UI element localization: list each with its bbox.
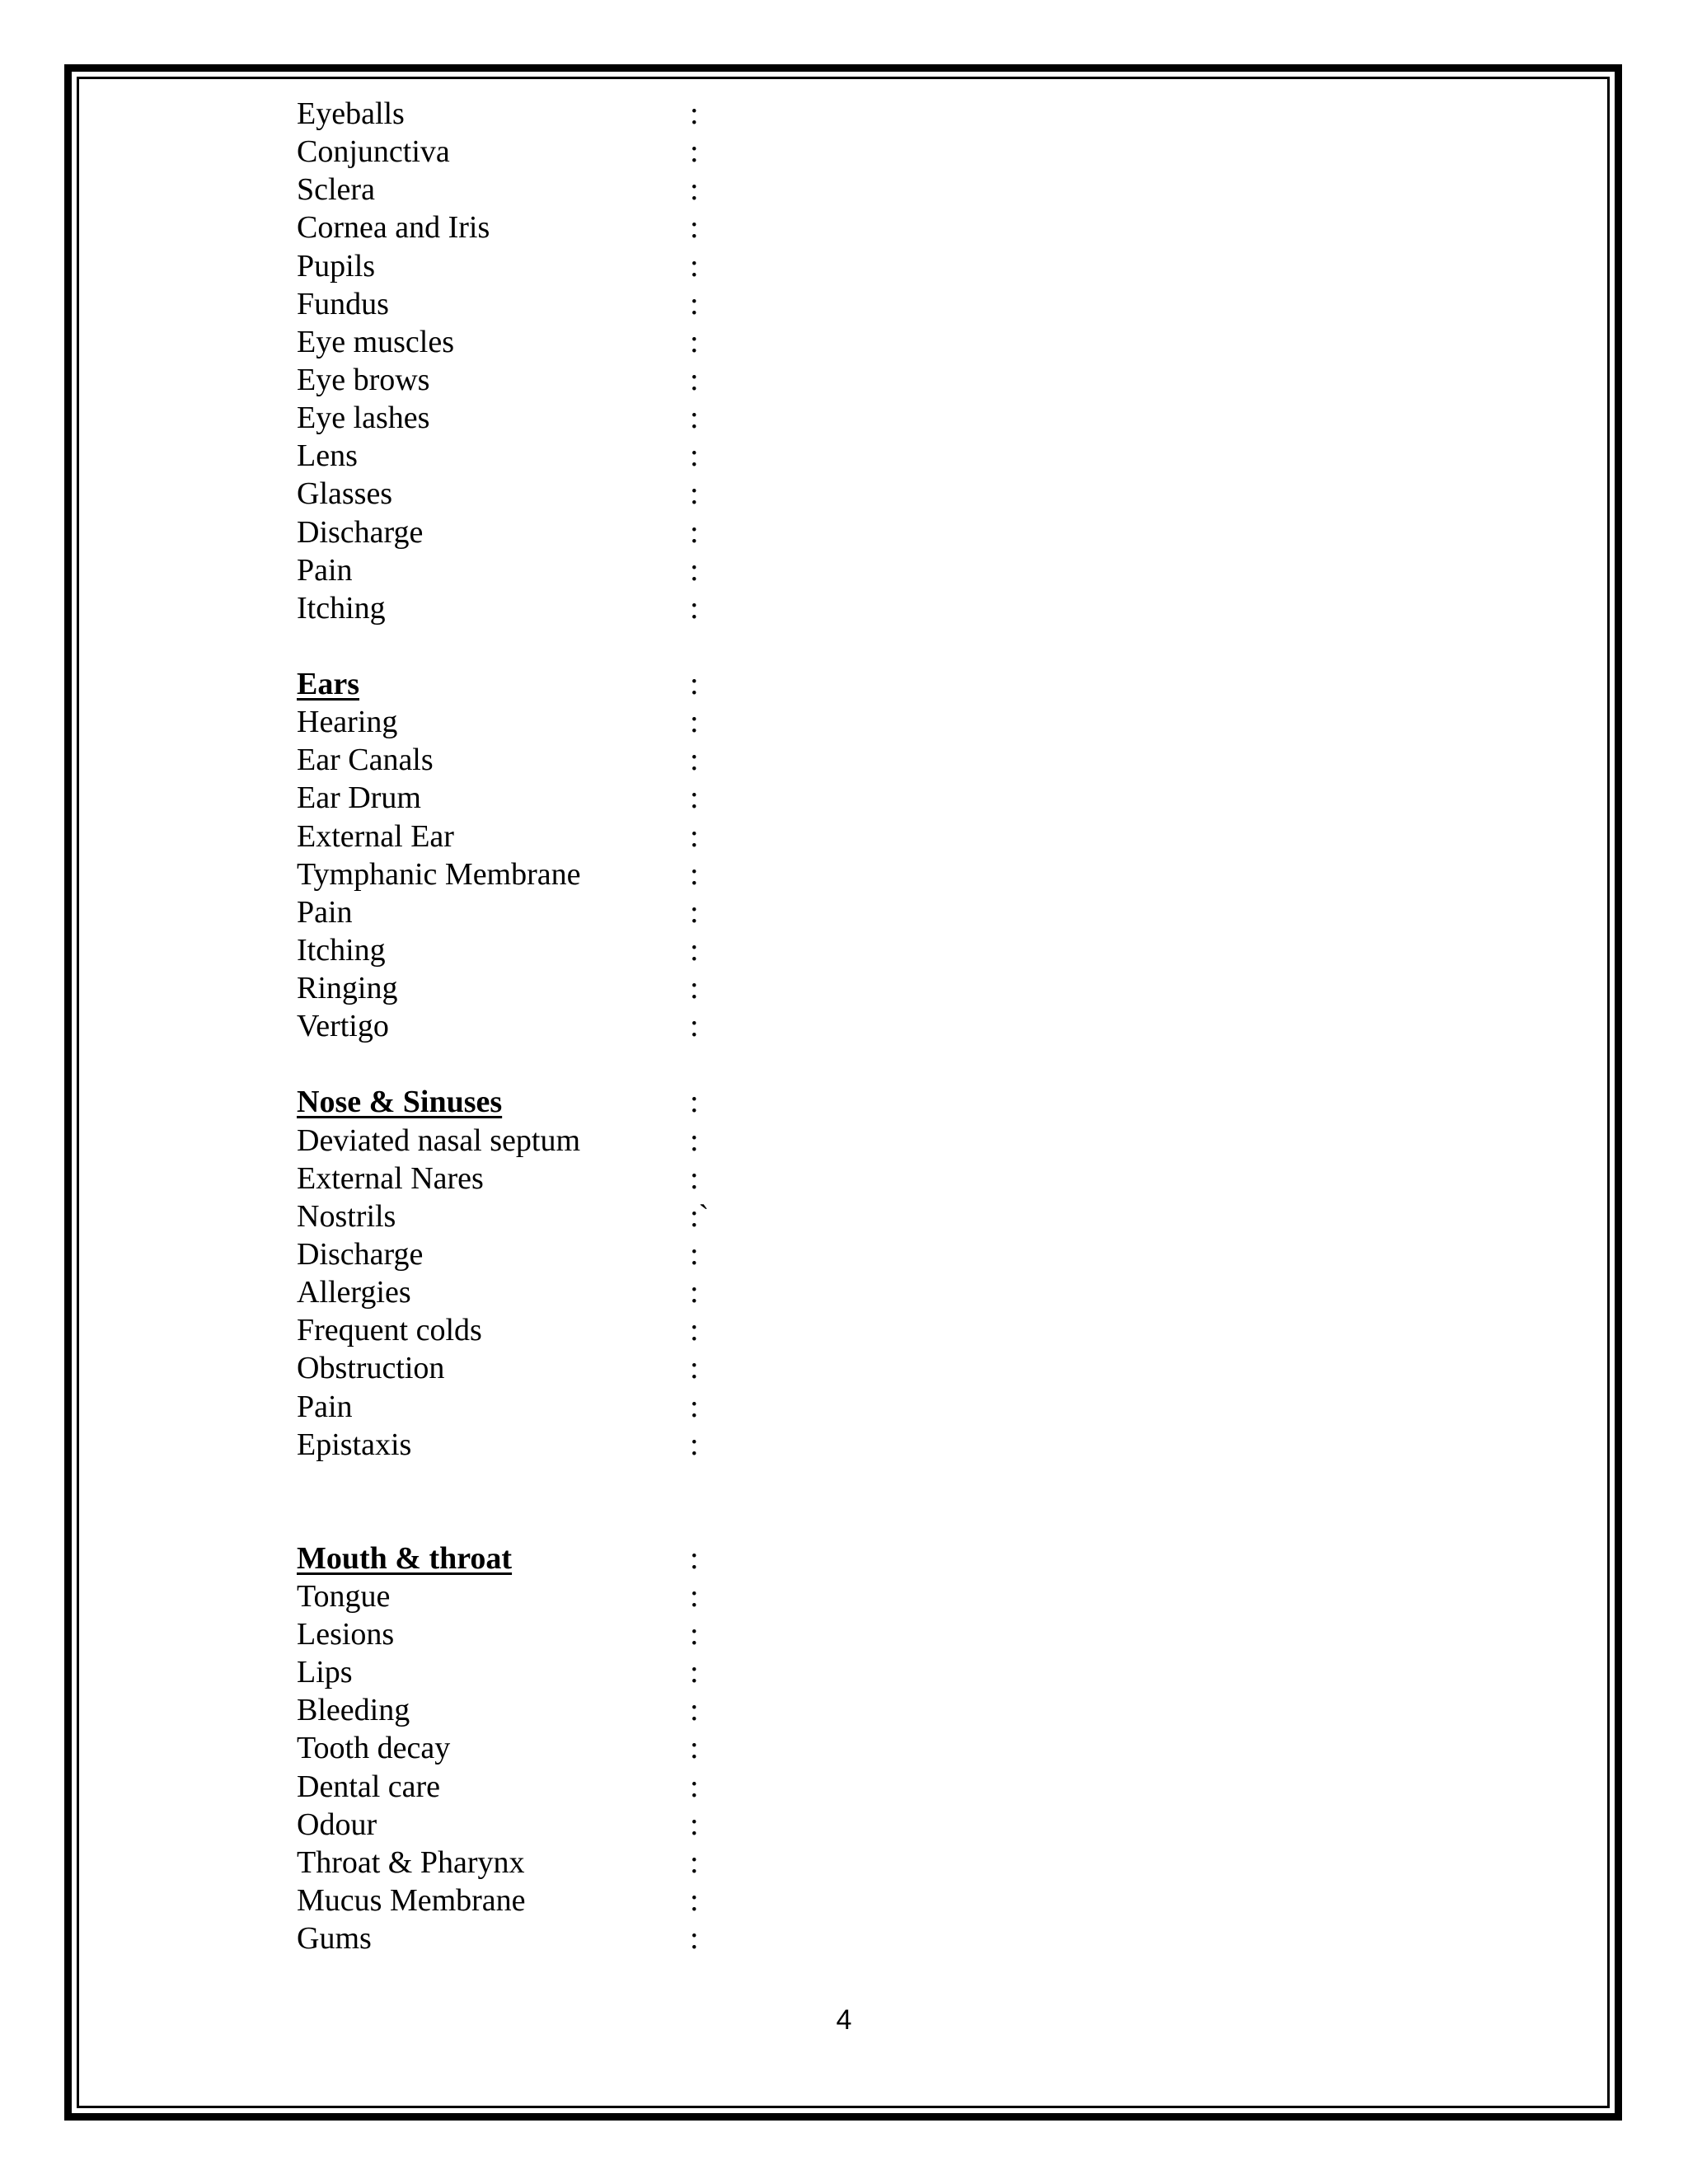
- form-row: [297, 818, 1286, 855]
- field-label: Frequent colds: [297, 1313, 482, 1348]
- form-row: [297, 551, 1286, 589]
- form-row: [297, 969, 1286, 1007]
- field-separator: :: [690, 1160, 699, 1196]
- field-separator: :: [690, 401, 699, 436]
- form-row: [297, 361, 1286, 399]
- field-separator: :: [690, 743, 699, 778]
- field-label: Throat & Pharynx: [297, 1844, 525, 1880]
- field-separator: :: [690, 248, 699, 284]
- field-label: Eye lashes: [297, 401, 430, 436]
- section-heading: Ears: [297, 666, 359, 701]
- eyes-section: [297, 95, 1286, 627]
- field-separator: :: [690, 1731, 699, 1766]
- form-row: [297, 513, 1286, 551]
- field-label: Ringing: [297, 971, 398, 1006]
- form-row: [297, 1882, 1286, 1919]
- field-separator: :: [690, 932, 699, 968]
- section-heading-row: [297, 665, 1286, 703]
- form-row: [297, 1691, 1286, 1729]
- field-separator: :: [690, 1617, 699, 1652]
- field-label: Cornea and Iris: [297, 210, 490, 246]
- field-separator: :: [690, 705, 699, 740]
- field-label: Pupils: [297, 248, 376, 284]
- field-separator: :`: [690, 1198, 710, 1234]
- field-label: External Ear: [297, 818, 454, 854]
- field-label: Tymphanic Membrane: [297, 856, 581, 892]
- form-row: [297, 1768, 1286, 1806]
- field-separator: :: [690, 1655, 699, 1690]
- field-separator: :: [690, 134, 699, 170]
- form-row: [297, 589, 1286, 627]
- field-separator: :: [690, 438, 699, 474]
- field-label: Ear Drum: [297, 780, 421, 816]
- field-label: Pain: [297, 894, 353, 930]
- field-separator: :: [690, 1769, 699, 1804]
- field-label: Epistaxis: [297, 1427, 412, 1462]
- field-label: Eye brows: [297, 362, 430, 397]
- form-row: [297, 1844, 1286, 1882]
- field-separator: :: [690, 1807, 699, 1842]
- field-separator: :: [690, 362, 699, 397]
- field-label: Discharge: [297, 514, 424, 550]
- field-separator: :: [690, 1236, 699, 1272]
- form-row: [297, 437, 1286, 475]
- form-row: [297, 779, 1286, 817]
- form-row: [297, 171, 1286, 209]
- section-spacer: [297, 1464, 1286, 1540]
- form-row: [297, 1122, 1286, 1160]
- form-row: [297, 1349, 1286, 1387]
- field-separator: :: [690, 286, 699, 321]
- form-row: [297, 1007, 1286, 1045]
- form-row: [297, 1653, 1286, 1691]
- form-row: [297, 323, 1286, 361]
- field-separator: :: [690, 1578, 699, 1614]
- field-label: Dental care: [297, 1769, 441, 1804]
- field-label: Discharge: [297, 1236, 424, 1272]
- field-label: Itching: [297, 932, 386, 968]
- section-heading: Mouth & throat: [297, 1540, 513, 1576]
- field-label: Hearing: [297, 705, 398, 740]
- field-separator: :: [690, 1351, 699, 1386]
- form-row: [297, 1235, 1286, 1273]
- field-separator: :: [690, 856, 699, 892]
- form-row: [297, 209, 1286, 246]
- field-label: Gums: [297, 1921, 372, 1957]
- field-separator: :: [690, 324, 699, 359]
- field-label: Odour: [297, 1807, 377, 1842]
- form-row: [297, 1426, 1286, 1464]
- field-label: Allergies: [297, 1275, 411, 1310]
- field-label: Obstruction: [297, 1351, 445, 1386]
- field-separator: :: [690, 172, 699, 208]
- field-label: Vertigo: [297, 1009, 389, 1044]
- field-label: Fundus: [297, 286, 389, 321]
- field-label: Deviated nasal septum: [297, 1122, 581, 1158]
- field-separator: :: [690, 971, 699, 1006]
- field-separator: :: [690, 590, 699, 626]
- form-row: [297, 133, 1286, 171]
- field-label: Tongue: [297, 1578, 391, 1614]
- field-separator: :: [690, 1122, 699, 1158]
- field-separator: :: [690, 1844, 699, 1880]
- field-label: Lips: [297, 1655, 353, 1690]
- field-separator: :: [690, 1921, 699, 1957]
- page-number: 4: [836, 2004, 852, 2036]
- form-row: [297, 1577, 1286, 1615]
- form-row: [297, 855, 1286, 893]
- field-label: Conjunctiva: [297, 134, 450, 170]
- field-label: Mucus Membrane: [297, 1883, 526, 1919]
- mouth-section: [297, 1540, 1286, 1958]
- form-row: [297, 1311, 1286, 1349]
- form-row: [297, 1197, 1286, 1235]
- field-separator: :: [690, 1009, 699, 1044]
- nose-section: [297, 1083, 1286, 1463]
- field-label: Pain: [297, 552, 353, 588]
- form-row: [297, 703, 1286, 741]
- form-row: [297, 931, 1286, 969]
- form-row: [297, 1273, 1286, 1311]
- form-row: [297, 1729, 1286, 1767]
- form-content: [297, 95, 1286, 1957]
- form-row: [297, 247, 1286, 285]
- field-separator: :: [690, 552, 699, 588]
- field-separator: :: [690, 1540, 699, 1576]
- field-separator: :: [690, 666, 699, 701]
- field-label: Bleeding: [297, 1693, 410, 1728]
- field-separator: :: [690, 1693, 699, 1728]
- field-label: Glasses: [297, 476, 393, 512]
- field-separator: :: [690, 96, 699, 131]
- field-label: External Nares: [297, 1160, 484, 1196]
- form-row: [297, 95, 1286, 133]
- form-row: [297, 1388, 1286, 1426]
- field-separator: :: [690, 476, 699, 512]
- form-row: [297, 399, 1286, 437]
- field-label: Eyeballs: [297, 96, 405, 131]
- field-separator: :: [690, 514, 699, 550]
- field-separator: :: [690, 1313, 699, 1348]
- form-row: [297, 1919, 1286, 1957]
- field-label: Sclera: [297, 172, 375, 208]
- form-row: [297, 1615, 1286, 1653]
- form-row: [297, 1806, 1286, 1844]
- form-row: [297, 893, 1286, 931]
- field-separator: :: [690, 1427, 699, 1462]
- field-separator: :: [690, 1085, 699, 1120]
- section-spacer: [297, 627, 1286, 665]
- field-label: Lesions: [297, 1617, 395, 1652]
- field-separator: :: [690, 1883, 699, 1919]
- form-row: [297, 1160, 1286, 1197]
- section-spacer: [297, 1045, 1286, 1083]
- section-heading: Nose & Sinuses: [297, 1085, 503, 1120]
- field-label: Tooth decay: [297, 1731, 451, 1766]
- field-label: Eye muscles: [297, 324, 455, 359]
- form-row: [297, 285, 1286, 323]
- ears-section: [297, 665, 1286, 1045]
- section-heading-row: [297, 1540, 1286, 1577]
- field-separator: :: [690, 1275, 699, 1310]
- field-separator: :: [690, 210, 699, 246]
- form-row: [297, 475, 1286, 513]
- field-label: Pain: [297, 1389, 353, 1424]
- field-separator: :: [690, 818, 699, 854]
- field-separator: :: [690, 894, 699, 930]
- field-separator: :: [690, 1389, 699, 1424]
- field-label: Ear Canals: [297, 743, 434, 778]
- field-label: Nostrils: [297, 1198, 396, 1234]
- section-heading-row: [297, 1083, 1286, 1121]
- field-separator: :: [690, 780, 699, 816]
- field-label: Lens: [297, 438, 358, 474]
- field-label: Itching: [297, 590, 386, 626]
- form-row: [297, 741, 1286, 779]
